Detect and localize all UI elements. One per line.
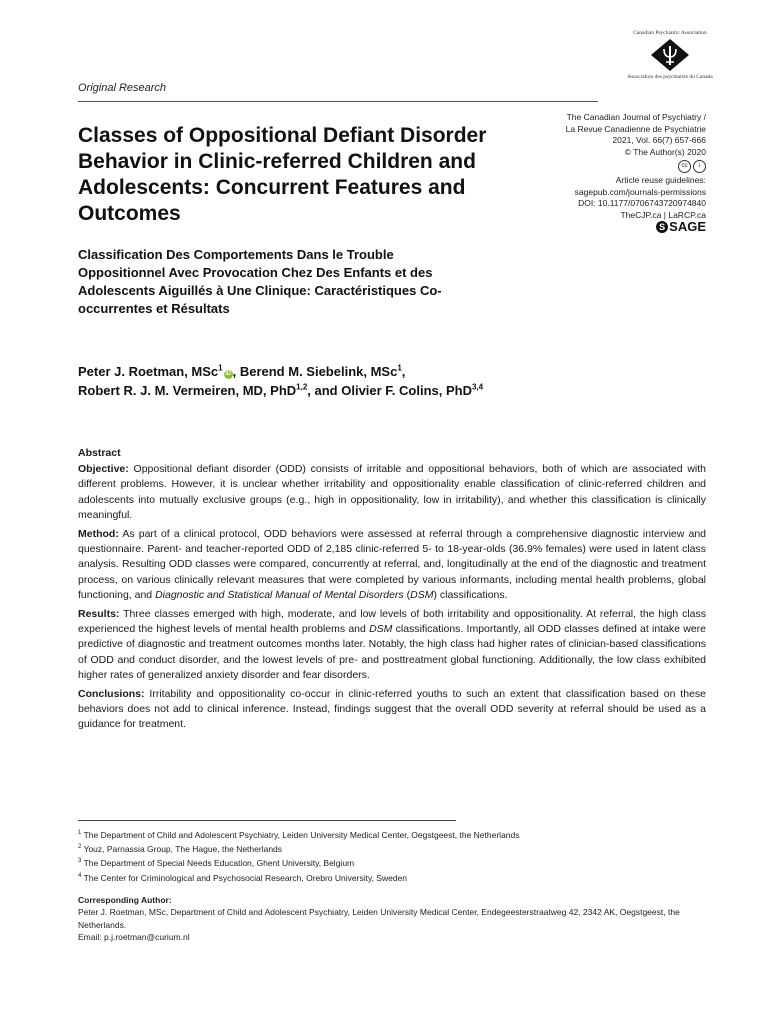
reuse-link[interactable]: sagepub.com/journals-permissions: [574, 186, 706, 197]
objective-label: Objective:: [78, 463, 129, 476]
affiliation-text: The Center for Criminological and Psychosocial Research, Orebro University, Sweden: [83, 872, 408, 883]
cpa-emblem-icon: [650, 38, 690, 72]
conclusions-text: Irritability and oppositionality co-occur in clinic-referred youths to such an extent that classification based on these behaviors does not add to clinical inference. Instead, findings suggest that the overall ODD severity at referral should be used as a guidance for treatment.: [78, 688, 706, 731]
method-italic: Diagnostic and Statistical Manual of Mental Disorders: [155, 588, 404, 601]
affiliation-num: 1: [78, 830, 82, 836]
journal-line: The Canadian Journal of Psychiatry /: [566, 112, 706, 122]
french-title: Classification Des Comportements Dans le Trouble Oppositionnel Avec Provocation Chez Des Enfants et des Adolescents Aiguillés à Une Clinique: Caractéristiques Co-occurrentes et Résultats: [78, 247, 442, 316]
results-label: Results:: [78, 608, 120, 621]
journal-line: © The Author(s) 2020: [624, 146, 706, 157]
author-name: Peter J. Roetman, MSc: [78, 364, 219, 379]
method-text: (: [403, 588, 411, 601]
conclusions-label: Conclusions:: [78, 688, 145, 701]
journal-line: 2021, Vol. 66(7) 657-666: [612, 135, 706, 145]
author-affil-sup: 1: [218, 363, 223, 373]
journal-site-link[interactable]: TheCJP.ca | LaRCP.ca: [620, 209, 706, 220]
orcid-icon[interactable]: iD: [225, 371, 232, 377]
doi-link[interactable]: DOI: 10.1177/0706743720974840: [578, 198, 706, 208]
section-label: Original Research: [78, 82, 167, 94]
results-text: classifications. Importantly, all ODD classes defined at intake were predictive of diagnostic and treatment outcomes months later. Notably, the high class had higher rates of clinician-based classifications of ODD and conduct disorder, and the lowest levels of pre- and posttreatment global functioning. Additionally, the low class exhibited higher rates of generalized anxiety disorder and fear disorders.: [78, 623, 706, 681]
author-name: , and Olivier F. Colins, PhD: [307, 383, 472, 398]
author-name: , Berend M. Siebelink, MSc: [232, 364, 398, 379]
results-dsm: DSM: [369, 623, 393, 636]
abstract-heading: Abstract: [78, 447, 121, 459]
corresponding-author: [78, 894, 706, 944]
author-affil-sup: 1: [397, 363, 402, 373]
article-title: Classes of Oppositional Defiant Disorder Behavior in Clinic-referred Children and Adolescents: Concurrent Features and Outcomes: [78, 124, 487, 225]
publisher-name: SAGE: [669, 219, 706, 234]
affiliation-item: [78, 827, 706, 841]
author-affil-sup: 3,4: [471, 382, 484, 392]
author-list: Peter J. Roetman, MSc$^1$iD , Berend M. Siebelink, MSc$^1$, Robert R. J. M. Vermeiren, MD, PhD$^{1,2}$, and Olivier F. Colins, PhD$^{3,4}$: [78, 363, 484, 398]
journal-info: [560, 112, 706, 221]
logo-bottom-text: Association des psychiatres du Canada: [627, 74, 713, 80]
affiliation-item: [78, 870, 706, 884]
author-affil-sup: 1,2: [296, 382, 308, 392]
abstract: [78, 446, 706, 737]
affiliation-num: 2: [78, 844, 82, 851]
method-label: Method:: [78, 528, 119, 541]
cpa-logo: [620, 30, 720, 80]
method-text: ) classifications.: [433, 588, 508, 601]
affiliation-num: 4: [78, 872, 82, 879]
affiliation-item: [78, 841, 706, 855]
cc-icon: cc: [678, 160, 691, 173]
logo-top-text: Canadian Psychiatric Association: [633, 30, 707, 36]
reuse-line: Article reuse guidelines:: [615, 175, 706, 185]
affiliation-text: The Department of Special Needs Education, Ghent University, Belgium: [83, 858, 355, 869]
abstract-objective: [78, 462, 706, 523]
affiliation-text: The Department of Child and Adolescent Psychiatry, Leiden University Medical Center, Oegstgeest, the Netherlands: [83, 829, 520, 840]
corresponding-address: Peter J. Roetman, MSc, Department of Child and Adolescent Psychiatry, Leiden University Medical Center, Endegeesterstraatweg 42, 2342 AK, Oegstgeest, the Netherlands.: [78, 907, 680, 930]
journal-line: La Revue Canadienne de Psychiatrie: [565, 123, 706, 134]
affiliation-num: 3: [78, 858, 82, 865]
attribution-icon: i: [693, 160, 706, 173]
header-divider: [78, 101, 598, 102]
corresponding-email[interactable]: Email: p.j.roetman@curium.nl: [78, 932, 190, 943]
affiliations: [78, 827, 706, 884]
author-name: Robert R. J. M. Vermeiren, MD, PhD: [78, 383, 297, 398]
footnote-divider: [78, 820, 456, 821]
affiliation-item: [78, 855, 706, 869]
method-text: As part of a clinical protocol, ODD behaviors were assessed at referral through a comprehensive diagnostic interview and questionnaire. Parent- and teacher-reported ODD of 2,185 clinic-referred 5- to 18-year-olds (36.9% females) were used in latent class analysis. Resulting ODD classes were compared, concurrently at referral, and, longitudinally at the end of the diagnostic and treatment process, on various clinically relevant measures that were completed by various informants, including mental health problems, global functioning, and: [78, 528, 706, 601]
corresponding-label: Corresponding Author:: [78, 895, 172, 905]
cc-license-badge[interactable]: [678, 160, 706, 173]
results-text: Three classes emerged with high, moderate, and low levels of both irritability and oppositionality. At referral, the high class experienced the highest levels of mental health problems and: [78, 608, 706, 636]
method-dsm: DSM: [410, 588, 434, 601]
abstract-conclusions: [78, 687, 706, 733]
abstract-method: [78, 527, 706, 603]
objective-text: Oppositional defiant disorder (ODD) consists of irritable and oppositional behaviors, both of which are associated with different problems. However, it is unclear whether irritability and oppositionality enable classification of clinic-referred children and adolescents into mutually exclusive groups (e.g., high in oppositionality, low in irritability), and whether this classification is clinically meaningful.: [78, 463, 706, 521]
affiliation-text: Youz, Parnassia Group, The Hague, the Netherlands: [83, 844, 283, 855]
abstract-results: [78, 607, 706, 683]
sage-icon: S: [656, 221, 668, 233]
publisher-logo: [640, 219, 706, 234]
